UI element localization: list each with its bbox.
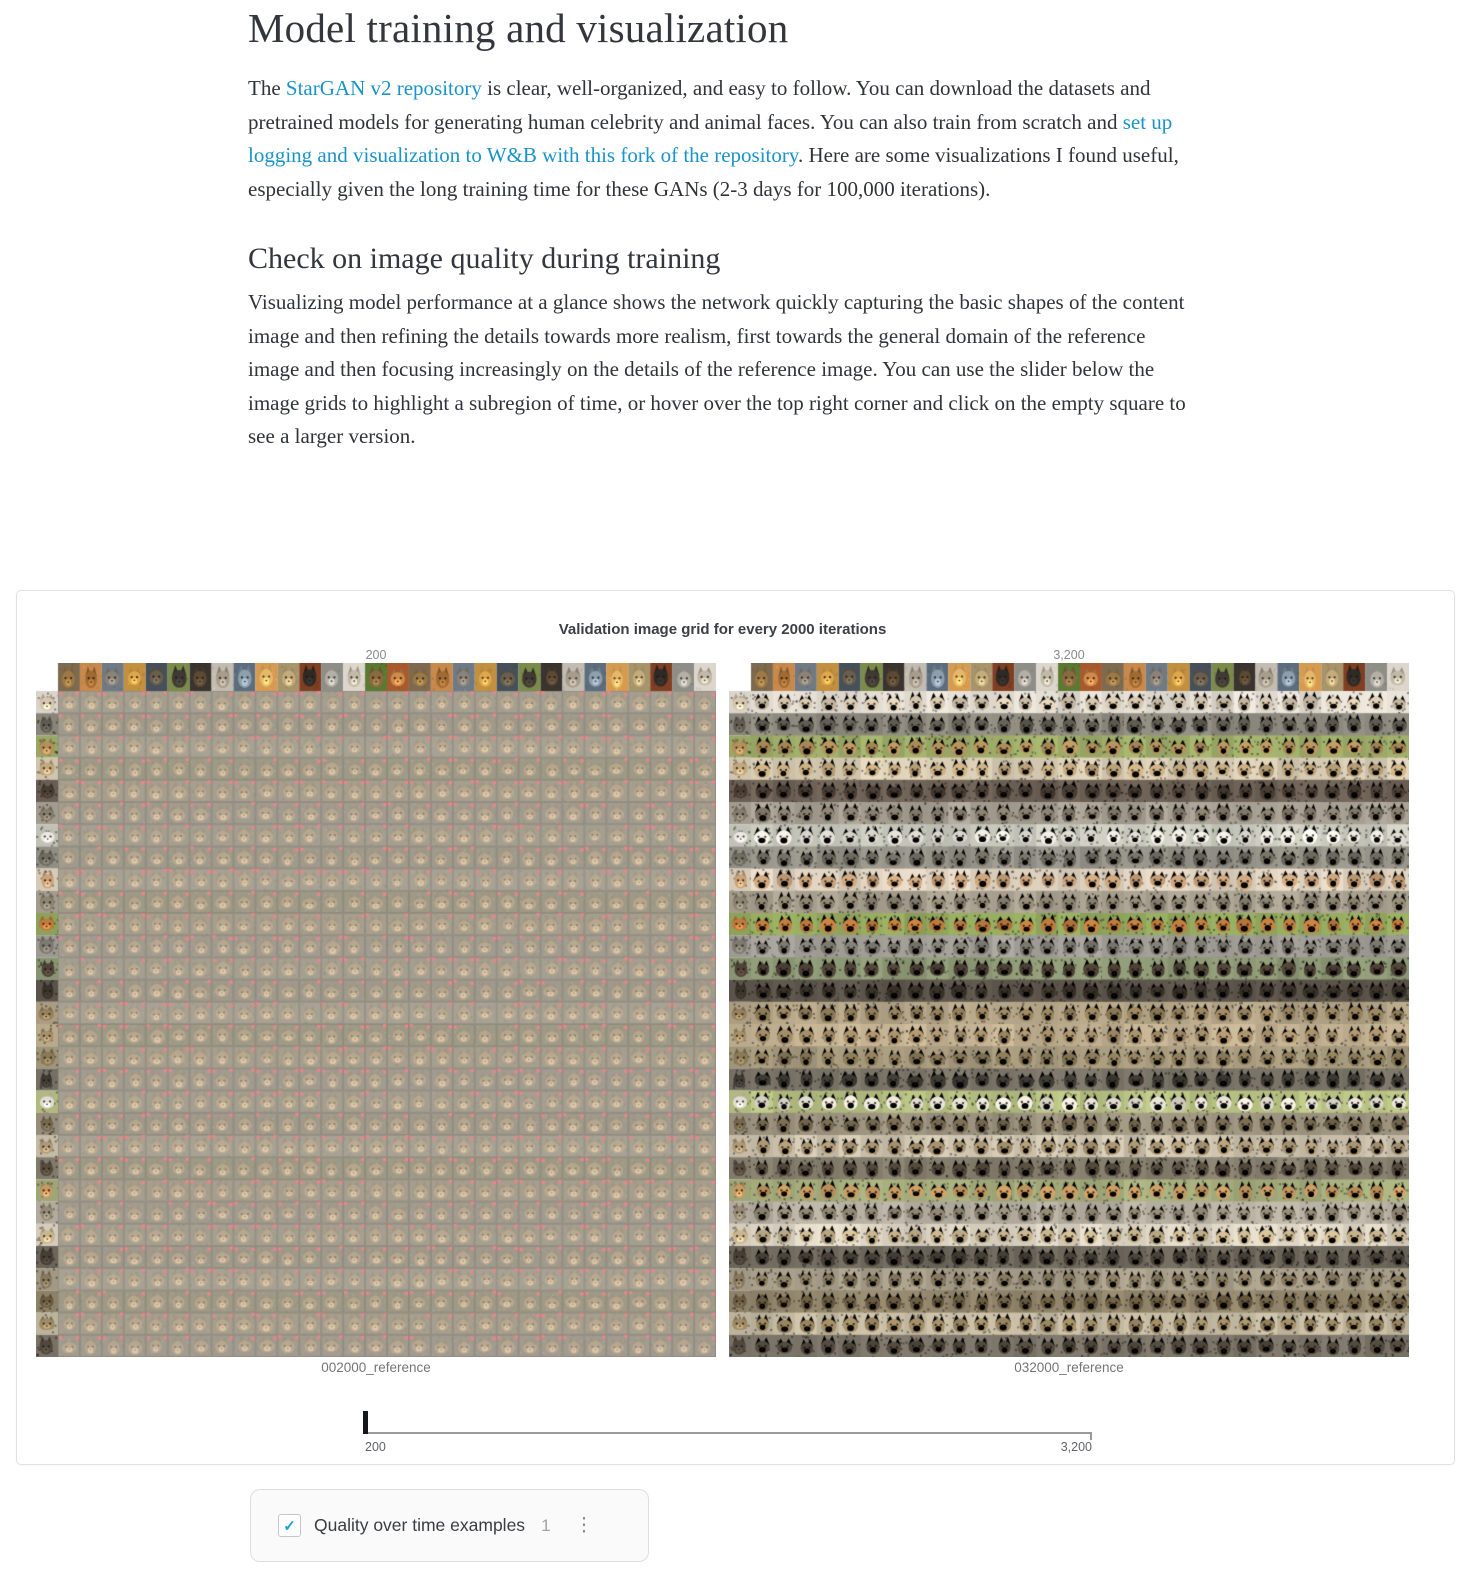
section-title: Check on image quality during training <box>248 242 721 275</box>
kebab-menu-icon[interactable]: ⋮ <box>574 1515 594 1536</box>
validation-grid-late[interactable] <box>729 663 1409 1357</box>
panel-group-checkbox[interactable]: ✓ <box>278 1514 301 1537</box>
page-title: Model training and visualization <box>248 5 789 51</box>
panel-group-label: Quality over time examples <box>314 1515 526 1535</box>
grid-caption-left: 002000_reference <box>321 1360 431 1375</box>
step-label-right: 3,200 <box>1053 648 1085 662</box>
panel-group-card[interactable] <box>250 1489 649 1562</box>
section-paragraph: Visualizing model performance at a glance shows the network quickly capturing the basic shapes of the content image and then refining the details towards more realism, first towards the general domain of the reference image and then focusing increasingly on the details of the reference image. You can use the slider below the image grids to highlight a subregion of time, or hover over the top right corner and click on the empty square to see a larger version. <box>248 290 1186 448</box>
grid-caption-right: 032000_reference <box>1014 1360 1124 1375</box>
article-section <box>248 4 1186 454</box>
media-panel <box>16 590 1455 1465</box>
step-slider-handle[interactable] <box>363 1411 368 1434</box>
slider-max-label: 3,200 <box>1060 1440 1092 1454</box>
validation-grid-early[interactable] <box>36 663 716 1357</box>
panel-group-count: 1 <box>541 1515 551 1535</box>
panel-title: Validation image grid for every 2000 iterations <box>558 621 887 638</box>
inline-link[interactable]: set up logging and visualization to W&B with this fork of the repository <box>248 109 1173 167</box>
step-slider-track[interactable] <box>365 1432 1092 1434</box>
intro-paragraph: The StarGAN v2 repository is clear, well-organized, and easy to follow. You can download the datasets and pretrained models for generating human celebrity and animal faces. You can also train from scratch and set up logging and visualization to W&B with this fork of the repository. Here are some visualizations I found useful, especially given the long training time for these GANs (2-3 days for 100,000 iterations). <box>248 76 1179 201</box>
slider-min-label: 200 <box>365 1440 386 1454</box>
inline-link[interactable]: StarGAN v2 repository <box>285 76 482 100</box>
step-label-left: 200 <box>365 648 387 662</box>
